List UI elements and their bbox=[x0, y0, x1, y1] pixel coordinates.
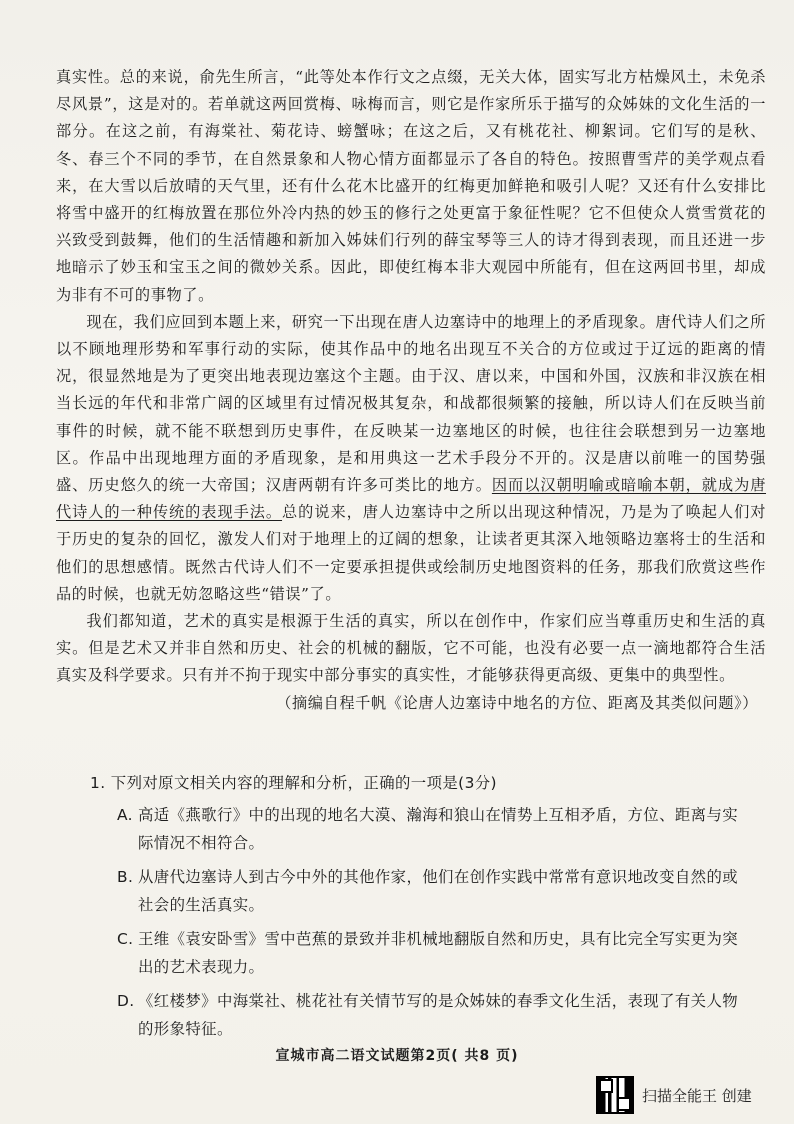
option-d bbox=[90, 987, 740, 1043]
option-text: 《红楼梦》中海棠社、桃花社有关情节写的是众姊妹的春季文化生活，表现了有关人物的形象特征。 bbox=[138, 992, 739, 1038]
question-stem: 1. 下列对原文相关内容的理解和分析，正确的一项是(3分) bbox=[90, 774, 497, 792]
paragraph-1: 真实性。总的来说，俞先生所言，“此等处本作行文之点缀，无关大体，固实写北方枯燥风土，未免杀尽风景”，这是对的。若单就这两回赏梅、咏梅而言，则它是作家所乐于描写的众姊妹的文化生活的一部分。在这之前，有海棠社、菊花诗、螃蟹咏；在这之后，又有桃花社、柳絮词。它们写的是秋、冬、春三个不同的季节，在自然景象和人物心情方面都显示了各自的特色。按照曹雪芹的美学观点看来，在大雪以后放晴的天气里，还有什么花木比盛开的红梅更加鲜艳和吸引人呢？又还有什么安排比将雪中盛开的红梅放置在那位外冷内热的妙玉的修行之处更富于象征性呢？它不但使众人赏雪赏花的兴致受到鼓舞，他们的生活情趣和新加入姊妹们行列的薛宝琴等三人的诗才得到表现，而且还进一步地暗示了妙玉和宝玉之间的微妙关系。因此，即使红梅本非大观园中所能有，但在这两回书里，却成为非有不可的事物了。 bbox=[56, 68, 766, 304]
qr-code-icon bbox=[596, 1076, 634, 1114]
paragraph-3: 我们都知道，艺术的真实是根源于生活的真实，所以在创作中，作家们应当尊重历史和生活的真实。但是艺术又并非自然和历史、社会的机械的翻版，它不可能，也没有必要一点一滴地都符合生活真实及科学要求。只有并不拘于现实中部分事实的真实性，才能够获得更高级、更集中的典型性。 bbox=[56, 612, 766, 685]
option-letter: C. bbox=[117, 930, 134, 948]
question-1 bbox=[90, 769, 740, 1049]
paragraph-2 bbox=[56, 309, 766, 608]
source-citation: （摘编自程千帆《论唐人边塞诗中地名的方位、距离及其类似问题》） bbox=[276, 693, 758, 712]
option-a bbox=[90, 801, 740, 857]
reading-passage bbox=[56, 64, 766, 717]
option-text: 王维《袁安卧雪》雪中芭蕉的景致并非机械地翻版自然和历史，具有比完全写实更为突出的艺术表现力。 bbox=[138, 930, 739, 976]
page-footer: 宣城市高二语文试题第2页( 共8 页) bbox=[275, 1048, 519, 1064]
option-letter: A. bbox=[117, 806, 133, 824]
option-b bbox=[90, 863, 740, 919]
underlined-sentence: 因而以汉朝明喻或暗喻本朝，就成为唐代诗人的一种传统的表现手法。 bbox=[56, 476, 767, 522]
scanner-watermark bbox=[596, 1075, 752, 1115]
scanner-label: 扫描全能王 创建 bbox=[642, 1086, 752, 1105]
option-letter: B. bbox=[117, 868, 134, 886]
option-letter: D. bbox=[117, 992, 135, 1010]
option-text: 从唐代边塞诗人到古今中外的其他作家，他们在创作实践中常常有意识地改变自然的或社会的生活真实。 bbox=[138, 868, 739, 914]
paragraph-2-continued: 总的说来，唐人边塞诗中之所以出现这种情况，乃是为了唤起人们对于历史的复杂的回忆，激发人们对于地理上的辽阔的想象，让读者更其深入地领略边塞将士的生活和他们的思想感情。既然古代诗人们不一定要承担提供或绘制历史地图资料的任务，那我们欣赏这些作品的时候，也就无妨忽略这些“错误”了。 bbox=[56, 503, 767, 603]
option-text: 高适《燕歌行》中的出现的地名大漠、瀚海和狼山在情势上互相矛盾，方位、距离与实际情况不相符合。 bbox=[138, 806, 739, 852]
option-c bbox=[90, 925, 740, 981]
paragraph-2-text: 现在，我们应回到本题上来，研究一下出现在唐人边塞诗中的地理上的矛盾现象。唐代诗人们之所以不顾地理形势和军事行动的实际，使其作品中的地名出现互不关合的方位或过于辽远的距离的情况，很显然地是为了更突出地表现边塞这个主题。由于汉、唐以来，中国和外国，汉族和非汉族在相当长远的年代和非常广阔的区域里有过情况极其复杂，和战都很频繁的接触，所以诗人们在反映当前事件的时候，就不能不联想到历史事件，在反映某一边塞地区的时候，也往往会联想到另一边塞地区。作品中出现地理方面的矛盾现象，是和用典这一艺术手段分不开的。汉是唐以前唯一的国势强盛、历史悠久的统一大帝国；汉唐两朝有许多可类比的地方。 bbox=[56, 312, 766, 495]
